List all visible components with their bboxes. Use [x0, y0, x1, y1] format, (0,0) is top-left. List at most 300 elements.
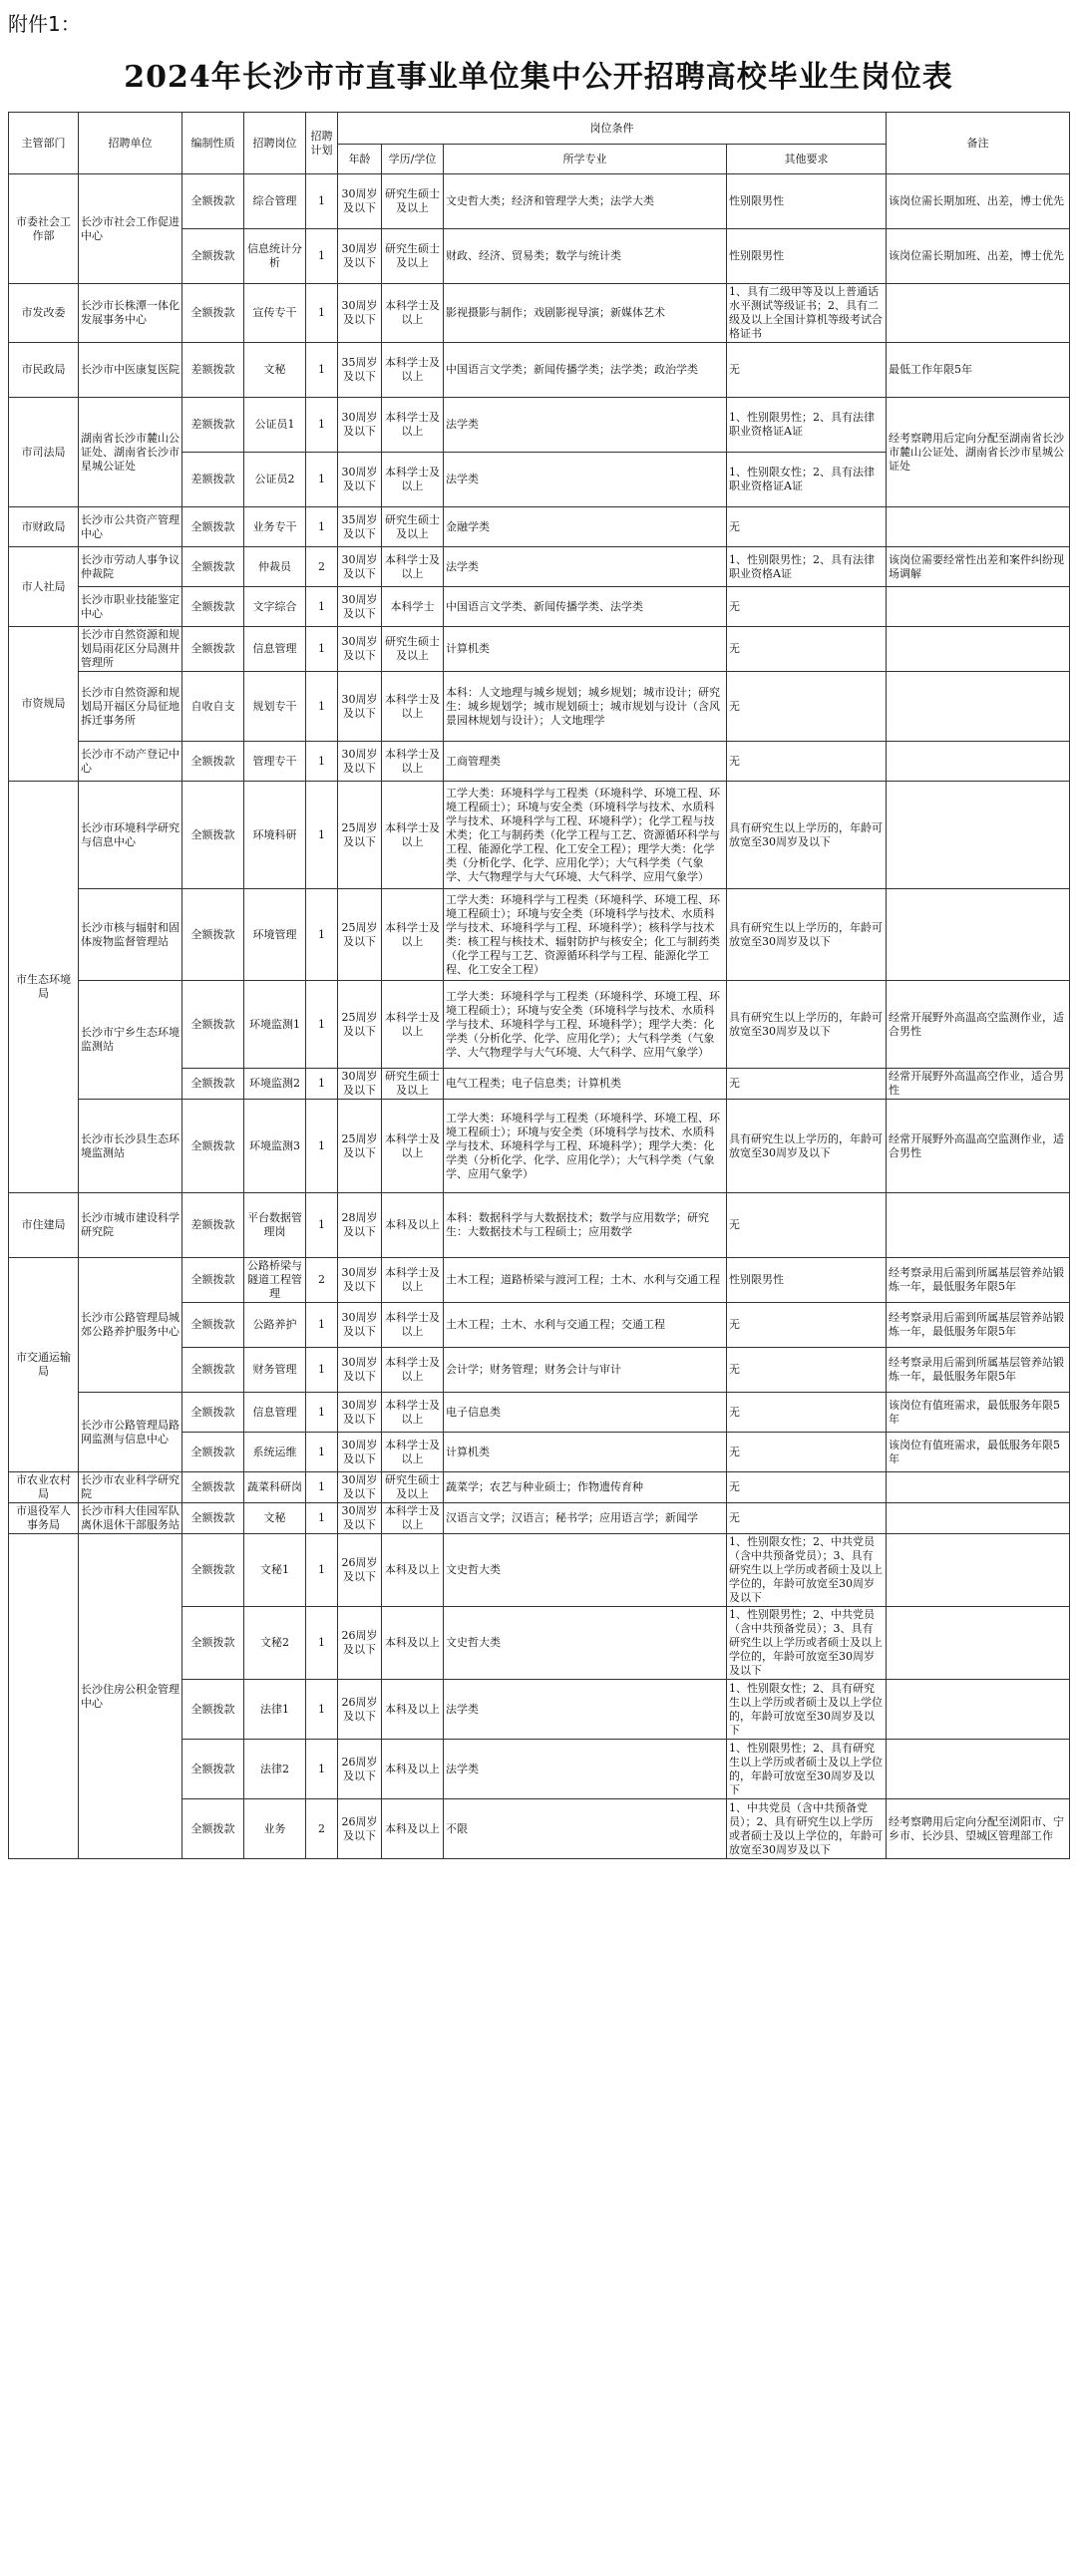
table-row	[9, 547, 1070, 587]
plan-cell: 1	[306, 174, 338, 229]
other-cell: 无	[727, 343, 887, 398]
post-cell: 公证员1	[244, 398, 306, 453]
plan-cell: 1	[306, 1607, 338, 1680]
plan-cell: 1	[306, 1740, 338, 1799]
post-cell: 文秘	[244, 343, 306, 398]
edu-cell: 本科学士及以上	[382, 981, 444, 1069]
other-cell: 1、性别限男性；2、中共党员（含中共预备党员）；3、具有研究生以上学历或者硕士及以上学位的，年龄可放宽至30周岁及以下	[727, 1607, 887, 1680]
nature-cell: 全额拨款	[182, 1534, 244, 1607]
post-cell: 法律1	[244, 1680, 306, 1740]
nature-cell: 全额拨款	[182, 1472, 244, 1503]
nature-cell: 全额拨款	[182, 284, 244, 343]
plan-cell: 1	[306, 1433, 338, 1472]
table-row	[9, 587, 1070, 627]
plan-cell: 1	[306, 1348, 338, 1393]
unit-cell: 长沙市职业技能鉴定中心	[79, 587, 182, 627]
age-cell: 30周岁及以下	[338, 174, 382, 229]
age-cell: 30周岁及以下	[338, 453, 382, 507]
note-cell	[887, 587, 1070, 627]
plan-cell: 1	[306, 284, 338, 343]
edu-cell: 本科学士及以上	[382, 782, 444, 889]
edu-cell: 本科及以上	[382, 1740, 444, 1799]
edu-cell: 本科学士及以上	[382, 343, 444, 398]
dept-cell: 市资规局	[9, 627, 79, 782]
dept-cell: 市住建局	[9, 1193, 79, 1258]
post-cell: 文秘	[244, 1503, 306, 1534]
note-cell	[887, 1680, 1070, 1740]
table-row	[9, 507, 1070, 547]
plan-cell: 1	[306, 782, 338, 889]
age-cell: 30周岁及以下	[338, 587, 382, 627]
plan-cell: 1	[306, 507, 338, 547]
age-cell: 25周岁及以下	[338, 782, 382, 889]
table-row	[9, 1472, 1070, 1503]
age-cell: 30周岁及以下	[338, 1348, 382, 1393]
edu-cell: 本科学士及以上	[382, 1348, 444, 1393]
nature-cell: 全额拨款	[182, 1303, 244, 1348]
table-row	[9, 174, 1070, 229]
note-cell: 该岗位需要经常性出差和案件纠纷现场调解	[887, 547, 1070, 587]
dept-cell: 市司法局	[9, 398, 79, 507]
other-cell: 具有研究生以上学历的，年龄可放宽至30周岁及以下	[727, 889, 887, 981]
note-cell: 经考察聘用后定向分配至湖南省长沙市麓山公证处、湖南省长沙市星城公证处	[887, 398, 1070, 507]
unit-cell: 长沙市中医康复医院	[79, 343, 182, 398]
post-cell: 文秘2	[244, 1607, 306, 1680]
unit-cell: 长沙市农业科学研究院	[79, 1472, 182, 1503]
age-cell: 30周岁及以下	[338, 1472, 382, 1503]
unit-cell: 长沙市自然资源和规划局雨花区分局测井管理所	[79, 627, 182, 672]
post-cell: 业务	[244, 1799, 306, 1859]
major-cell: 本科：人文地理与城乡规划；城乡规划；城市设计；研究生：城乡规划学；城市规划硕士；城市规划与设计（含风景园林规划与设计）；人文地理学	[444, 672, 727, 742]
post-cell: 环境监测3	[244, 1100, 306, 1193]
dept-cell: 市财政局	[9, 507, 79, 547]
table-row	[9, 1100, 1070, 1193]
note-cell	[887, 1503, 1070, 1534]
post-cell: 宣传专干	[244, 284, 306, 343]
note-cell: 经常开展野外高温高空作业，适合男性	[887, 1069, 1070, 1100]
edu-cell: 本科学士及以上	[382, 742, 444, 782]
table-row	[9, 782, 1070, 889]
post-cell: 公证员2	[244, 453, 306, 507]
table-row	[9, 1534, 1070, 1607]
nature-cell: 差额拨款	[182, 343, 244, 398]
nature-cell: 全额拨款	[182, 1348, 244, 1393]
post-cell: 环境科研	[244, 782, 306, 889]
table-row	[9, 672, 1070, 742]
unit-cell: 长沙住房公积金管理中心	[79, 1534, 182, 1859]
other-cell: 1、性别限男性；2、具有研究生以上学历或者硕士及以上学位的，年龄可放宽至30周岁及以下	[727, 1740, 887, 1799]
table-row	[9, 1258, 1070, 1303]
plan-cell: 1	[306, 742, 338, 782]
nature-cell: 差额拨款	[182, 453, 244, 507]
unit-cell: 长沙市科大佳园军队离休退休干部服务站	[79, 1503, 182, 1534]
table-row	[9, 398, 1070, 453]
header-post: 招聘岗位	[244, 113, 306, 174]
nature-cell: 全额拨款	[182, 889, 244, 981]
table-row	[9, 742, 1070, 782]
header-dept: 主管部门	[9, 113, 79, 174]
major-cell: 工学大类：环境科学与工程类（环境科学、环境工程、环境工程硕士）；环境与安全类（环境科学与技术、水质科学与技术、环境科学与工程、环境科学）；理学大类：化学类（分析化学、化学、应用化学）；大气科学类（气象学、大气物理学与大气环境、大气科学、应用气象学）	[444, 981, 727, 1069]
header-note: 备注	[887, 113, 1070, 174]
plan-cell: 1	[306, 229, 338, 284]
age-cell: 28周岁及以下	[338, 1193, 382, 1258]
post-cell: 环境管理	[244, 889, 306, 981]
dept-cell: 市农业农村局	[9, 1472, 79, 1503]
plan-cell: 1	[306, 1534, 338, 1607]
table-row	[9, 1193, 1070, 1258]
edu-cell: 本科学士及以上	[382, 1258, 444, 1303]
note-cell: 该岗位有值班需求，最低服务年限5年	[887, 1433, 1070, 1472]
nature-cell: 全额拨款	[182, 1433, 244, 1472]
other-cell: 无	[727, 672, 887, 742]
other-cell: 性别限男性	[727, 229, 887, 284]
edu-cell: 本科及以上	[382, 1534, 444, 1607]
note-cell	[887, 742, 1070, 782]
age-cell: 30周岁及以下	[338, 742, 382, 782]
note-cell	[887, 672, 1070, 742]
plan-cell: 1	[306, 627, 338, 672]
major-cell: 土木工程；土木、水利与交通工程；交通工程	[444, 1303, 727, 1348]
major-cell: 法学类	[444, 398, 727, 453]
plan-cell: 1	[306, 343, 338, 398]
unit-cell: 长沙市公路管理局城郊公路养护服务中心	[79, 1258, 182, 1393]
table-row	[9, 343, 1070, 398]
major-cell: 工学大类：环境科学与工程类（环境科学、环境工程、环境工程硕士）；环境与安全类（环境科学与技术、水质科学与技术、环境科学与工程、环境科学）；化学工程与技术类；化工与制药类（化学工程与工艺、资源循环科学与工程、能源化学工程、化工安全工程）；理学大类：化学类（分析化学、化学、应用化学）；大气科学类（气象学、大气物理学与大气环境、大气科学、应用气象学）	[444, 782, 727, 889]
dept-cell: 市生态环境局	[9, 782, 79, 1193]
major-cell: 法学类	[444, 1680, 727, 1740]
major-cell: 土木工程；道路桥梁与渡河工程；土木、水利与交通工程	[444, 1258, 727, 1303]
unit-cell: 长沙市核与辐射和固体废物监督管理站	[79, 889, 182, 981]
edu-cell: 本科学士及以上	[382, 547, 444, 587]
age-cell: 26周岁及以下	[338, 1680, 382, 1740]
other-cell: 性别限男性	[727, 1258, 887, 1303]
edu-cell: 本科学士及以上	[382, 1393, 444, 1433]
other-cell: 无	[727, 1503, 887, 1534]
note-cell	[887, 1472, 1070, 1503]
major-cell: 文史哲大类	[444, 1607, 727, 1680]
other-cell: 具有研究生以上学历的，年龄可放宽至30周岁及以下	[727, 981, 887, 1069]
major-cell: 蔬菜学；农艺与种业硕士；作物遗传育种	[444, 1472, 727, 1503]
unit-cell: 湖南省长沙市麓山公证处、湖南省长沙市星城公证处	[79, 398, 182, 507]
age-cell: 30周岁及以下	[338, 398, 382, 453]
major-cell: 本科：数据科学与大数据技术；数学与应用数学；研究生：大数据技术与工程硕士；应用数学	[444, 1193, 727, 1258]
post-cell: 公路桥梁与隧道工程管理	[244, 1258, 306, 1303]
major-cell: 计算机类	[444, 627, 727, 672]
plan-cell: 1	[306, 398, 338, 453]
note-cell	[887, 889, 1070, 981]
plan-cell: 1	[306, 672, 338, 742]
header-other: 其他要求	[727, 145, 887, 174]
dept-cell: 市委社会工作部	[9, 174, 79, 284]
major-cell: 工学大类：环境科学与工程类（环境科学、环境工程、环境工程硕士）；环境与安全类（环境科学与技术、水质科学与技术、环境科学与工程、环境科学）；核科学与技术类：核工程与核技术、辐射防护与核安全；化工与制药类（化学工程与工艺、资源循环科学与工程、能源化学工程、化工安全工程）	[444, 889, 727, 981]
age-cell: 35周岁及以下	[338, 507, 382, 547]
unit-cell: 长沙市不动产登记中心	[79, 742, 182, 782]
note-cell: 经考察录用后需到所属基层管养站锻炼一年，最低服务年限5年	[887, 1303, 1070, 1348]
edu-cell: 本科学士	[382, 587, 444, 627]
unit-cell: 长沙市公路管理局路网监测与信息中心	[79, 1393, 182, 1472]
major-cell: 工学大类：环境科学与工程类（环境科学、环境工程、环境工程硕士）；环境与安全类（环境科学与技术、水质科学与技术、环境科学与工程、环境科学）；理学大类：化学类（分析化学、化学、应用化学）；大气科学类（气象学、应用气象学）	[444, 1100, 727, 1193]
other-cell: 无	[727, 1193, 887, 1258]
edu-cell: 本科学士及以上	[382, 889, 444, 981]
age-cell: 26周岁及以下	[338, 1740, 382, 1799]
post-cell: 公路养护	[244, 1303, 306, 1348]
plan-cell: 2	[306, 547, 338, 587]
plan-cell: 1	[306, 889, 338, 981]
edu-cell: 本科及以上	[382, 1607, 444, 1680]
edu-cell: 本科学士及以上	[382, 1100, 444, 1193]
edu-cell: 本科及以上	[382, 1680, 444, 1740]
other-cell: 1、具有二级甲等及以上普通话水平测试等级证书；2、具有二级及以上全国计算机等级考试合格证书	[727, 284, 887, 343]
other-cell: 无	[727, 742, 887, 782]
note-cell: 最低工作年限5年	[887, 343, 1070, 398]
other-cell: 1、性别限女性；2、具有研究生以上学历或者硕士及以上学位的，年龄可放宽至30周岁及以下	[727, 1680, 887, 1740]
other-cell: 具有研究生以上学历的，年龄可放宽至30周岁及以下	[727, 782, 887, 889]
nature-cell: 全额拨款	[182, 547, 244, 587]
major-cell: 会计学；财务管理；财务会计与审计	[444, 1348, 727, 1393]
other-cell: 无	[727, 627, 887, 672]
other-cell: 无	[727, 507, 887, 547]
major-cell: 法学类	[444, 1740, 727, 1799]
header-plan: 招聘计划	[306, 113, 338, 174]
note-cell: 该岗位需长期加班、出差，博士优先	[887, 229, 1070, 284]
table-row	[9, 981, 1070, 1069]
other-cell: 具有研究生以上学历的，年龄可放宽至30周岁及以下	[727, 1100, 887, 1193]
page-title: 2024年长沙市市直事业单位集中公开招聘高校毕业生岗位表	[124, 60, 953, 95]
edu-cell: 研究生硕士及以上	[382, 627, 444, 672]
plan-cell: 2	[306, 1258, 338, 1303]
nature-cell: 全额拨款	[182, 1393, 244, 1433]
nature-cell: 全额拨款	[182, 1607, 244, 1680]
edu-cell: 研究生硕士及以上	[382, 174, 444, 229]
other-cell: 无	[727, 1348, 887, 1393]
nature-cell: 全额拨款	[182, 229, 244, 284]
nature-cell: 差额拨款	[182, 1193, 244, 1258]
note-cell	[887, 627, 1070, 672]
age-cell: 30周岁及以下	[338, 1303, 382, 1348]
table-row	[9, 627, 1070, 672]
plan-cell: 1	[306, 1303, 338, 1348]
age-cell: 25周岁及以下	[338, 889, 382, 981]
major-cell: 文史哲大类；经济和管理学大类；法学大类	[444, 174, 727, 229]
post-cell: 信息管理	[244, 1393, 306, 1433]
post-cell: 文字综合	[244, 587, 306, 627]
post-cell: 管理专干	[244, 742, 306, 782]
plan-cell: 1	[306, 453, 338, 507]
nature-cell: 全额拨款	[182, 1680, 244, 1740]
edu-cell: 本科学士及以上	[382, 672, 444, 742]
note-cell: 经考察录用后需到所属基层管养站锻炼一年，最低服务年限5年	[887, 1258, 1070, 1303]
header-major: 所学专业	[444, 145, 727, 174]
post-cell: 仲裁员	[244, 547, 306, 587]
table-row	[9, 1503, 1070, 1534]
major-cell: 影视摄影与制作；戏剧影视导演；新媒体艺术	[444, 284, 727, 343]
other-cell: 性别限男性	[727, 174, 887, 229]
nature-cell: 全额拨款	[182, 627, 244, 672]
other-cell: 1、性别限男性；2、具有法律职业资格A证	[727, 547, 887, 587]
nature-cell: 全额拨款	[182, 1740, 244, 1799]
edu-cell: 本科学士及以上	[382, 1503, 444, 1534]
unit-cell: 长沙市社会工作促进中心	[79, 174, 182, 284]
edu-cell: 本科学士及以上	[382, 1433, 444, 1472]
post-cell: 环境监测1	[244, 981, 306, 1069]
dept-cell: 市发改委	[9, 284, 79, 343]
unit-cell: 长沙市宁乡生态环境监测站	[79, 981, 182, 1100]
table-row	[9, 889, 1070, 981]
major-cell: 计算机类	[444, 1433, 727, 1472]
note-cell: 经常开展野外高温高空监测作业，适合男性	[887, 1100, 1070, 1193]
note-cell: 经考察聘用后定向分配至浏阳市、宁乡市、长沙县、望城区管理部工作	[887, 1799, 1070, 1859]
age-cell: 25周岁及以下	[338, 1100, 382, 1193]
dept-cell	[9, 1534, 79, 1859]
table-row	[9, 1393, 1070, 1433]
major-cell: 财政、经济、贸易类；数学与统计类	[444, 229, 727, 284]
age-cell: 30周岁及以下	[338, 1503, 382, 1534]
header-conditions: 岗位条件	[338, 113, 887, 145]
major-cell: 中国语言文学类；新闻传播学类；法学类；政治学类	[444, 343, 727, 398]
note-cell	[887, 1740, 1070, 1799]
age-cell: 30周岁及以下	[338, 672, 382, 742]
other-cell: 1、性别限女性；2、中共党员（含中共预备党员）；3、具有研究生以上学历或者硕士及以上学位的，年龄可放宽至30周岁及以下	[727, 1534, 887, 1607]
plan-cell: 2	[306, 1799, 338, 1859]
note-cell	[887, 284, 1070, 343]
age-cell: 25周岁及以下	[338, 981, 382, 1069]
post-cell: 环境监测2	[244, 1069, 306, 1100]
age-cell: 30周岁及以下	[338, 1433, 382, 1472]
unit-cell: 长沙市长株潭一体化发展事务中心	[79, 284, 182, 343]
edu-cell: 研究生硕士及以上	[382, 1069, 444, 1100]
post-cell: 信息管理	[244, 627, 306, 672]
attachment-label: 附件1：	[8, 12, 81, 36]
age-cell: 30周岁及以下	[338, 284, 382, 343]
plan-cell: 1	[306, 587, 338, 627]
nature-cell: 自收自支	[182, 672, 244, 742]
major-cell: 电子信息类	[444, 1393, 727, 1433]
nature-cell: 全额拨款	[182, 1799, 244, 1859]
header-age: 年龄	[338, 145, 382, 174]
dept-cell: 市交通运输局	[9, 1258, 79, 1472]
unit-cell: 长沙市城市建设科学研究院	[79, 1193, 182, 1258]
age-cell: 30周岁及以下	[338, 627, 382, 672]
nature-cell: 全额拨款	[182, 174, 244, 229]
major-cell: 不限	[444, 1799, 727, 1859]
plan-cell: 1	[306, 1680, 338, 1740]
other-cell: 1、性别限男性；2、具有法律职业资格证A证	[727, 398, 887, 453]
note-cell	[887, 1607, 1070, 1680]
nature-cell: 全额拨款	[182, 742, 244, 782]
other-cell: 无	[727, 1433, 887, 1472]
other-cell: 无	[727, 1393, 887, 1433]
age-cell: 35周岁及以下	[338, 343, 382, 398]
edu-cell: 本科及以上	[382, 1799, 444, 1859]
other-cell: 1、性别限女性；2、具有法律职业资格证A证	[727, 453, 887, 507]
major-cell: 汉语言文学；汉语言；秘书学；应用语言学；新闻学	[444, 1503, 727, 1534]
note-cell	[887, 1534, 1070, 1607]
nature-cell: 差额拨款	[182, 398, 244, 453]
nature-cell: 全额拨款	[182, 981, 244, 1069]
major-cell: 电气工程类；电子信息类；计算机类	[444, 1069, 727, 1100]
note-cell: 经考察录用后需到所属基层管养站锻炼一年，最低服务年限5年	[887, 1348, 1070, 1393]
other-cell: 无	[727, 1472, 887, 1503]
header-edu: 学历/学位	[382, 145, 444, 174]
major-cell: 中国语言文学类、新闻传播学类、法学类	[444, 587, 727, 627]
nature-cell: 全额拨款	[182, 1258, 244, 1303]
age-cell: 26周岁及以下	[338, 1534, 382, 1607]
plan-cell: 1	[306, 1472, 338, 1503]
post-cell: 平台数据管理岗	[244, 1193, 306, 1258]
unit-cell: 长沙市劳动人事争议仲裁院	[79, 547, 182, 587]
major-cell: 法学类	[444, 547, 727, 587]
nature-cell: 全额拨款	[182, 587, 244, 627]
note-cell	[887, 507, 1070, 547]
dept-cell: 市人社局	[9, 547, 79, 627]
post-cell: 业务专干	[244, 507, 306, 547]
unit-cell: 长沙市长沙县生态环境监测站	[79, 1100, 182, 1193]
major-cell: 工商管理类	[444, 742, 727, 782]
dept-cell: 市民政局	[9, 343, 79, 398]
unit-cell: 长沙市公共资产管理中心	[79, 507, 182, 547]
note-cell: 经常开展野外高温高空监测作业，适合男性	[887, 981, 1070, 1069]
note-cell	[887, 782, 1070, 889]
edu-cell: 本科学士及以上	[382, 284, 444, 343]
post-cell: 法律2	[244, 1740, 306, 1799]
major-cell: 文史哲大类	[444, 1534, 727, 1607]
unit-cell: 长沙市自然资源和规划局开福区分局征地拆迁事务所	[79, 672, 182, 742]
age-cell: 30周岁及以下	[338, 1393, 382, 1433]
nature-cell: 全额拨款	[182, 1069, 244, 1100]
edu-cell: 本科学士及以上	[382, 453, 444, 507]
age-cell: 26周岁及以下	[338, 1799, 382, 1859]
plan-cell: 1	[306, 981, 338, 1069]
plan-cell: 1	[306, 1193, 338, 1258]
plan-cell: 1	[306, 1100, 338, 1193]
major-cell: 法学类	[444, 453, 727, 507]
post-cell: 规划专干	[244, 672, 306, 742]
edu-cell: 研究生硕士及以上	[382, 229, 444, 284]
dept-cell: 市退役军人事务局	[9, 1503, 79, 1534]
unit-cell: 长沙市环境科学研究与信息中心	[79, 782, 182, 889]
note-cell: 该岗位有值班需求，最低服务年限5年	[887, 1393, 1070, 1433]
nature-cell: 全额拨款	[182, 1100, 244, 1193]
edu-cell: 本科学士及以上	[382, 398, 444, 453]
positions-table	[8, 112, 1070, 1859]
header-nature: 编制性质	[182, 113, 244, 174]
edu-cell: 研究生硕士及以上	[382, 1472, 444, 1503]
nature-cell: 全额拨款	[182, 782, 244, 889]
plan-cell: 1	[306, 1069, 338, 1100]
other-cell: 无	[727, 587, 887, 627]
age-cell: 30周岁及以下	[338, 1258, 382, 1303]
nature-cell: 全额拨款	[182, 507, 244, 547]
post-cell: 蔬菜科研岗	[244, 1472, 306, 1503]
post-cell: 系统运维	[244, 1433, 306, 1472]
post-cell: 综合管理	[244, 174, 306, 229]
note-cell: 该岗位需长期加班、出差，博士优先	[887, 174, 1070, 229]
plan-cell: 1	[306, 1393, 338, 1433]
table-row	[9, 284, 1070, 343]
edu-cell: 研究生硕士及以上	[382, 507, 444, 547]
nature-cell: 全额拨款	[182, 1503, 244, 1534]
other-cell: 1、中共党员（含中共预备党员）；2、具有研究生以上学历或者硕士及以上学位的，年龄可放宽至30周岁及以下	[727, 1799, 887, 1859]
major-cell: 金融学类	[444, 507, 727, 547]
age-cell: 30周岁及以下	[338, 547, 382, 587]
plan-cell: 1	[306, 1503, 338, 1534]
age-cell: 30周岁及以下	[338, 1069, 382, 1100]
age-cell: 26周岁及以下	[338, 1607, 382, 1680]
header-unit: 招聘单位	[79, 113, 182, 174]
edu-cell: 本科学士及以上	[382, 1303, 444, 1348]
other-cell: 无	[727, 1303, 887, 1348]
age-cell: 30周岁及以下	[338, 229, 382, 284]
